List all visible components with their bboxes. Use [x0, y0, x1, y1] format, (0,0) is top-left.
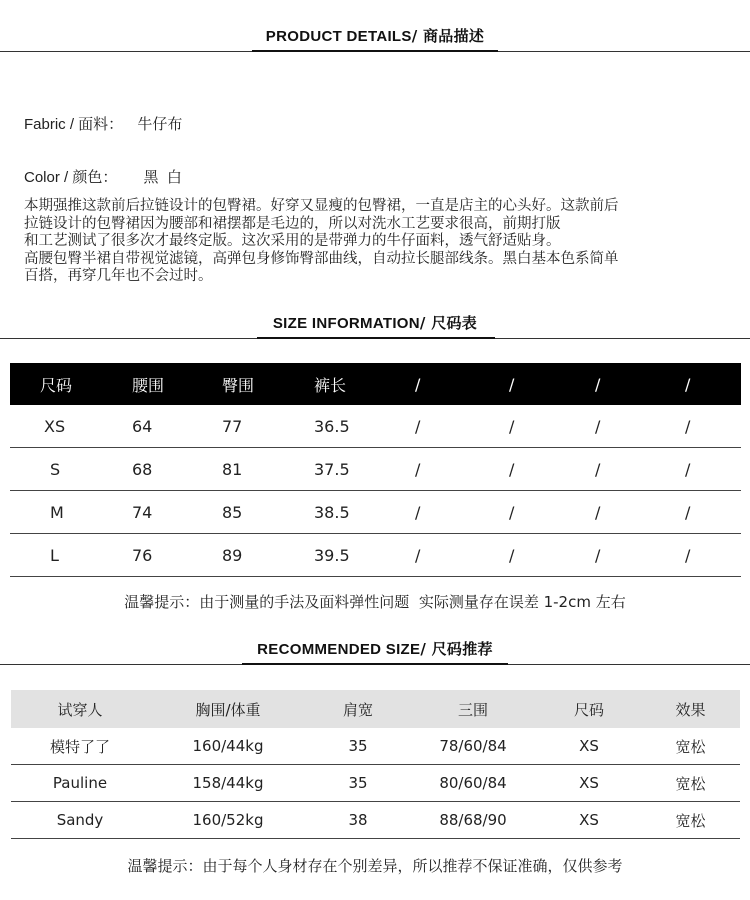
fabric-label: Fabric / 面料： [24, 116, 124, 133]
recommended-title [0, 638, 750, 659]
cell-size: XS [10, 405, 102, 448]
cell-empty: / [657, 534, 741, 577]
header-bust-weight: 胸围/体重 [149, 690, 307, 728]
color-value: 黑 白 [143, 169, 182, 186]
header-size: 尺码 [10, 363, 102, 405]
recommended-row [11, 765, 740, 802]
cell-length: 38.5 [286, 491, 387, 534]
recommended-table-header [11, 690, 740, 728]
cell-empty: / [657, 405, 741, 448]
cell-waist: 76 [102, 534, 194, 577]
cell-waist: 68 [102, 448, 194, 491]
header-length: 裤长 [286, 363, 387, 405]
product-details-title-en: PRODUCT DETAILS [265, 28, 412, 45]
size-row [10, 491, 741, 534]
cell-length: 36.5 [286, 405, 387, 448]
cell-fit: 宽松 [641, 802, 740, 839]
size-info-title [0, 312, 750, 333]
size-info-title-cn: 尺码表 [431, 314, 478, 332]
size-table-header [10, 363, 741, 405]
description-line: 和工艺测试了很多次才最终定版。这次采用的是带弹力的牛仔面料，透气舒适贴身。 [24, 233, 561, 249]
description-line: 本期强推这款前后拉链设计的包臀裙。好穿又显瘦的包臀裙，一直是店主的心头好。这款前后 [24, 198, 619, 214]
header-empty: / [567, 363, 657, 405]
cell-shoulder: 35 [307, 765, 409, 802]
recommended-underline [242, 663, 508, 665]
cell-empty: / [657, 448, 741, 491]
recommended-title-en: RECOMMENDED SIZE [257, 641, 421, 658]
cell-hip: 89 [194, 534, 286, 577]
cell-size: L [10, 534, 102, 577]
cell-empty: / [567, 448, 657, 491]
cell-waist: 64 [102, 405, 194, 448]
description-line: 拉链设计的包臀裙因为腰部和裙摆都是毛边的，所以对洗水工艺要求很高，前期打版 [24, 215, 561, 232]
header-fit: 效果 [641, 690, 740, 728]
recommended-table [11, 690, 740, 839]
cell-size: XS [537, 765, 641, 802]
header-empty: / [387, 363, 479, 405]
cell-empty: / [387, 405, 479, 448]
cell-empty: / [567, 405, 657, 448]
cell-empty: / [657, 491, 741, 534]
cell-empty: / [387, 534, 479, 577]
header-size: 尺码 [537, 690, 641, 728]
header-hip: 臀围 [194, 363, 286, 405]
cell-empty: / [479, 534, 567, 577]
header-empty: / [479, 363, 567, 405]
cell-tester: Pauline [11, 765, 149, 802]
fabric-field [24, 113, 182, 134]
cell-measurements: 80/60/84 [409, 765, 537, 802]
size-info-underline [257, 337, 495, 339]
cell-bust-weight: 158/44kg [149, 765, 307, 802]
cell-length: 39.5 [286, 534, 387, 577]
description-line: 百搭，再穿几年也不会过时。 [24, 268, 213, 284]
color-field [24, 166, 182, 187]
cell-size: M [10, 491, 102, 534]
cell-length: 37.5 [286, 448, 387, 491]
header-measurements: 三围 [409, 690, 537, 728]
size-table [10, 363, 741, 577]
cell-hip: 77 [194, 405, 286, 448]
color-label: Color / 颜色： [24, 169, 118, 186]
cell-shoulder: 35 [307, 728, 409, 765]
cell-tester: 模特了了 [11, 728, 149, 765]
cell-empty: / [479, 405, 567, 448]
description-line: 高腰包臀半裙自带视觉滤镜，高弹包身修饰臀部曲线，自动拉长腿部线条。黑白基本色系简单 [24, 250, 619, 267]
header-shoulder: 肩宽 [307, 690, 409, 728]
cell-bust-weight: 160/44kg [149, 728, 307, 765]
size-note: 温馨提示：由于测量的手法及面料弹性问题 实际测量存在误差 1-2cm 左右 [124, 593, 626, 611]
cell-measurements: 88/68/90 [409, 802, 537, 839]
cell-fit: 宽松 [641, 765, 740, 802]
title-separator: / [419, 314, 426, 332]
cell-empty: / [479, 491, 567, 534]
size-info-title-en: SIZE INFORMATION [272, 315, 420, 332]
size-row [10, 405, 741, 448]
recommended-row [11, 802, 740, 839]
product-details-title-cn: 商品描述 [423, 27, 485, 45]
cell-measurements: 78/60/84 [409, 728, 537, 765]
cell-fit: 宽松 [641, 728, 740, 765]
cell-empty: / [567, 534, 657, 577]
cell-empty: / [567, 491, 657, 534]
cell-shoulder: 38 [307, 802, 409, 839]
product-details-underline [252, 50, 498, 52]
product-details-title [0, 25, 750, 46]
cell-hip: 85 [194, 491, 286, 534]
cell-tester: Sandy [11, 802, 149, 839]
cell-empty: / [479, 448, 567, 491]
title-separator: / [420, 640, 427, 658]
header-tester: 试穿人 [11, 690, 149, 728]
cell-bust-weight: 160/52kg [149, 802, 307, 839]
recommended-row [11, 728, 740, 765]
cell-hip: 81 [194, 448, 286, 491]
product-description [24, 198, 729, 286]
cell-empty: / [387, 448, 479, 491]
recommended-note: 温馨提示：由于每个人身材存在个别差异，所以推荐不保证准确，仅供参考 [127, 857, 623, 875]
cell-empty: / [387, 491, 479, 534]
title-separator: / [411, 27, 418, 45]
cell-waist: 74 [102, 491, 194, 534]
cell-size: XS [537, 728, 641, 765]
cell-size: XS [537, 802, 641, 839]
cell-size: S [10, 448, 102, 491]
header-empty: / [657, 363, 741, 405]
header-waist: 腰围 [102, 363, 194, 405]
size-row [10, 534, 741, 577]
recommended-title-cn: 尺码推荐 [431, 640, 493, 658]
fabric-value: 牛仔布 [137, 116, 183, 133]
size-row [10, 448, 741, 491]
